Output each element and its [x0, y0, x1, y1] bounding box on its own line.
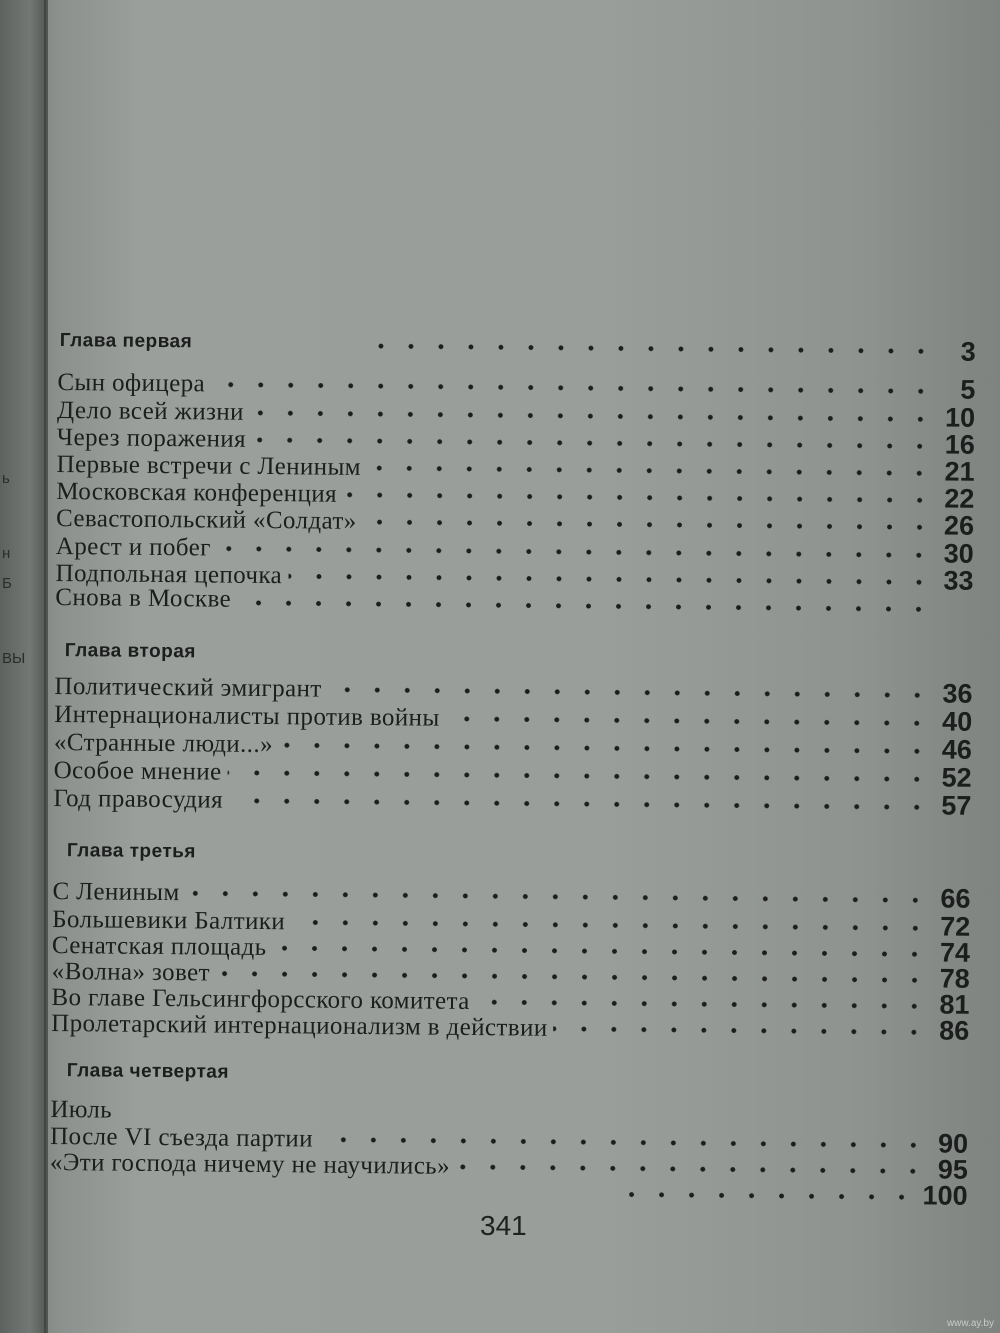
chapter-heading: Глава вторая — [64, 640, 197, 663]
entry-title: Снова в Москве — [55, 583, 232, 613]
page-number: 26 — [943, 510, 975, 541]
entry-title: Пролетарский интернационализм в действии — [51, 1009, 548, 1042]
page-number: 100 — [922, 1180, 968, 1211]
entry-title: С Лениным — [52, 877, 180, 907]
leader-dots — [279, 742, 932, 754]
left-page-fragment: ВЫ — [2, 650, 26, 667]
leader-dots — [554, 1026, 930, 1036]
leader-dots — [359, 343, 936, 355]
leader-dots — [228, 770, 932, 783]
entry-title: Интернационалисты против войны — [54, 700, 440, 732]
leader-dots — [319, 1137, 928, 1149]
leader-dots — [343, 492, 934, 504]
page-number: 57 — [941, 790, 972, 821]
page-number: 52 — [941, 762, 972, 793]
page-number: 22 — [944, 483, 975, 514]
entry-title: Во главе Гельсингфорсского комитета — [51, 983, 470, 1015]
page-number: 81 — [939, 989, 970, 1020]
left-page-fragment: ь — [2, 470, 10, 487]
entry-title: Сын офицера — [57, 368, 206, 398]
leader-dots — [476, 999, 930, 1009]
page-number: 16 — [944, 429, 975, 460]
watermark: www.ay.by — [946, 1318, 994, 1329]
page-number: 33 — [943, 565, 974, 596]
leader-dots — [456, 1164, 928, 1175]
page-number-footer: 341 — [480, 1210, 527, 1241]
page-number: 10 — [944, 402, 976, 433]
entry-title: Севастопольский «Солдат» — [55, 504, 357, 535]
entry-title: Дело всей жизни — [57, 396, 245, 426]
page-number: 36 — [942, 678, 973, 709]
leader-dots — [272, 945, 930, 957]
leader-dots — [328, 687, 933, 699]
page-number: 90 — [937, 1128, 969, 1159]
left-page-fragment: Б — [2, 575, 12, 592]
leader-dots — [186, 890, 931, 903]
entry-title: Год правосудия — [53, 784, 224, 814]
entry-title: «Эти господа ничему не научились» — [49, 1148, 451, 1180]
chapter-heading: Глава четвертая — [66, 1060, 230, 1083]
leader-dots — [217, 546, 934, 559]
leader-dots — [237, 600, 933, 613]
entry-title: Особое мнение — [53, 756, 222, 786]
chapter-heading: Глава третья — [66, 840, 197, 863]
leader-dots — [250, 410, 935, 423]
leader-dots — [291, 919, 930, 931]
entry-title: Арест и побег — [55, 532, 211, 562]
entry-title: Московская конференция — [56, 477, 338, 508]
page-number: 40 — [941, 706, 973, 737]
page-number: 21 — [944, 456, 975, 487]
leader-dots — [446, 716, 933, 727]
entry-title: «Странные люди...» — [53, 728, 274, 759]
entry-title: Июль — [50, 1095, 113, 1124]
entry-title: После VI съезда партии — [50, 1122, 314, 1153]
page-number: 74 — [939, 937, 971, 968]
entry-title: Политический эмигрант — [54, 672, 322, 703]
page-number: 46 — [941, 734, 973, 765]
leader-dots — [211, 381, 935, 394]
page-number: 66 — [940, 883, 971, 914]
entry-title: Сенатская площадь — [51, 931, 267, 962]
page-number: 3 — [960, 336, 976, 367]
page-number: 72 — [940, 911, 971, 942]
page-number: 5 — [960, 374, 976, 405]
left-page-fragment: н — [2, 545, 11, 562]
book-gutter — [44, 0, 48, 1333]
leader-dots — [367, 465, 935, 476]
page-number: 95 — [937, 1154, 969, 1185]
page-number: 78 — [939, 963, 970, 994]
page-number: 30 — [943, 538, 974, 569]
leader-dots — [252, 437, 935, 450]
left-page-edge — [0, 0, 46, 1333]
leader-dots — [610, 1191, 917, 1200]
entry-title: Первые встречи с Лениным — [56, 450, 362, 481]
leader-dots — [216, 971, 930, 984]
leader-dots — [288, 573, 933, 585]
entry-title: Большевики Балтики — [52, 905, 286, 936]
chapter-heading: Глава первая — [59, 330, 193, 353]
leader-dots — [363, 519, 935, 530]
leader-dots — [229, 798, 931, 811]
page-number: 86 — [939, 1015, 970, 1046]
entry-title: «Волна» зовет — [51, 957, 211, 987]
entry-title: Через поражения — [56, 423, 247, 453]
entry-title: Подпольная цепочка — [55, 559, 283, 590]
